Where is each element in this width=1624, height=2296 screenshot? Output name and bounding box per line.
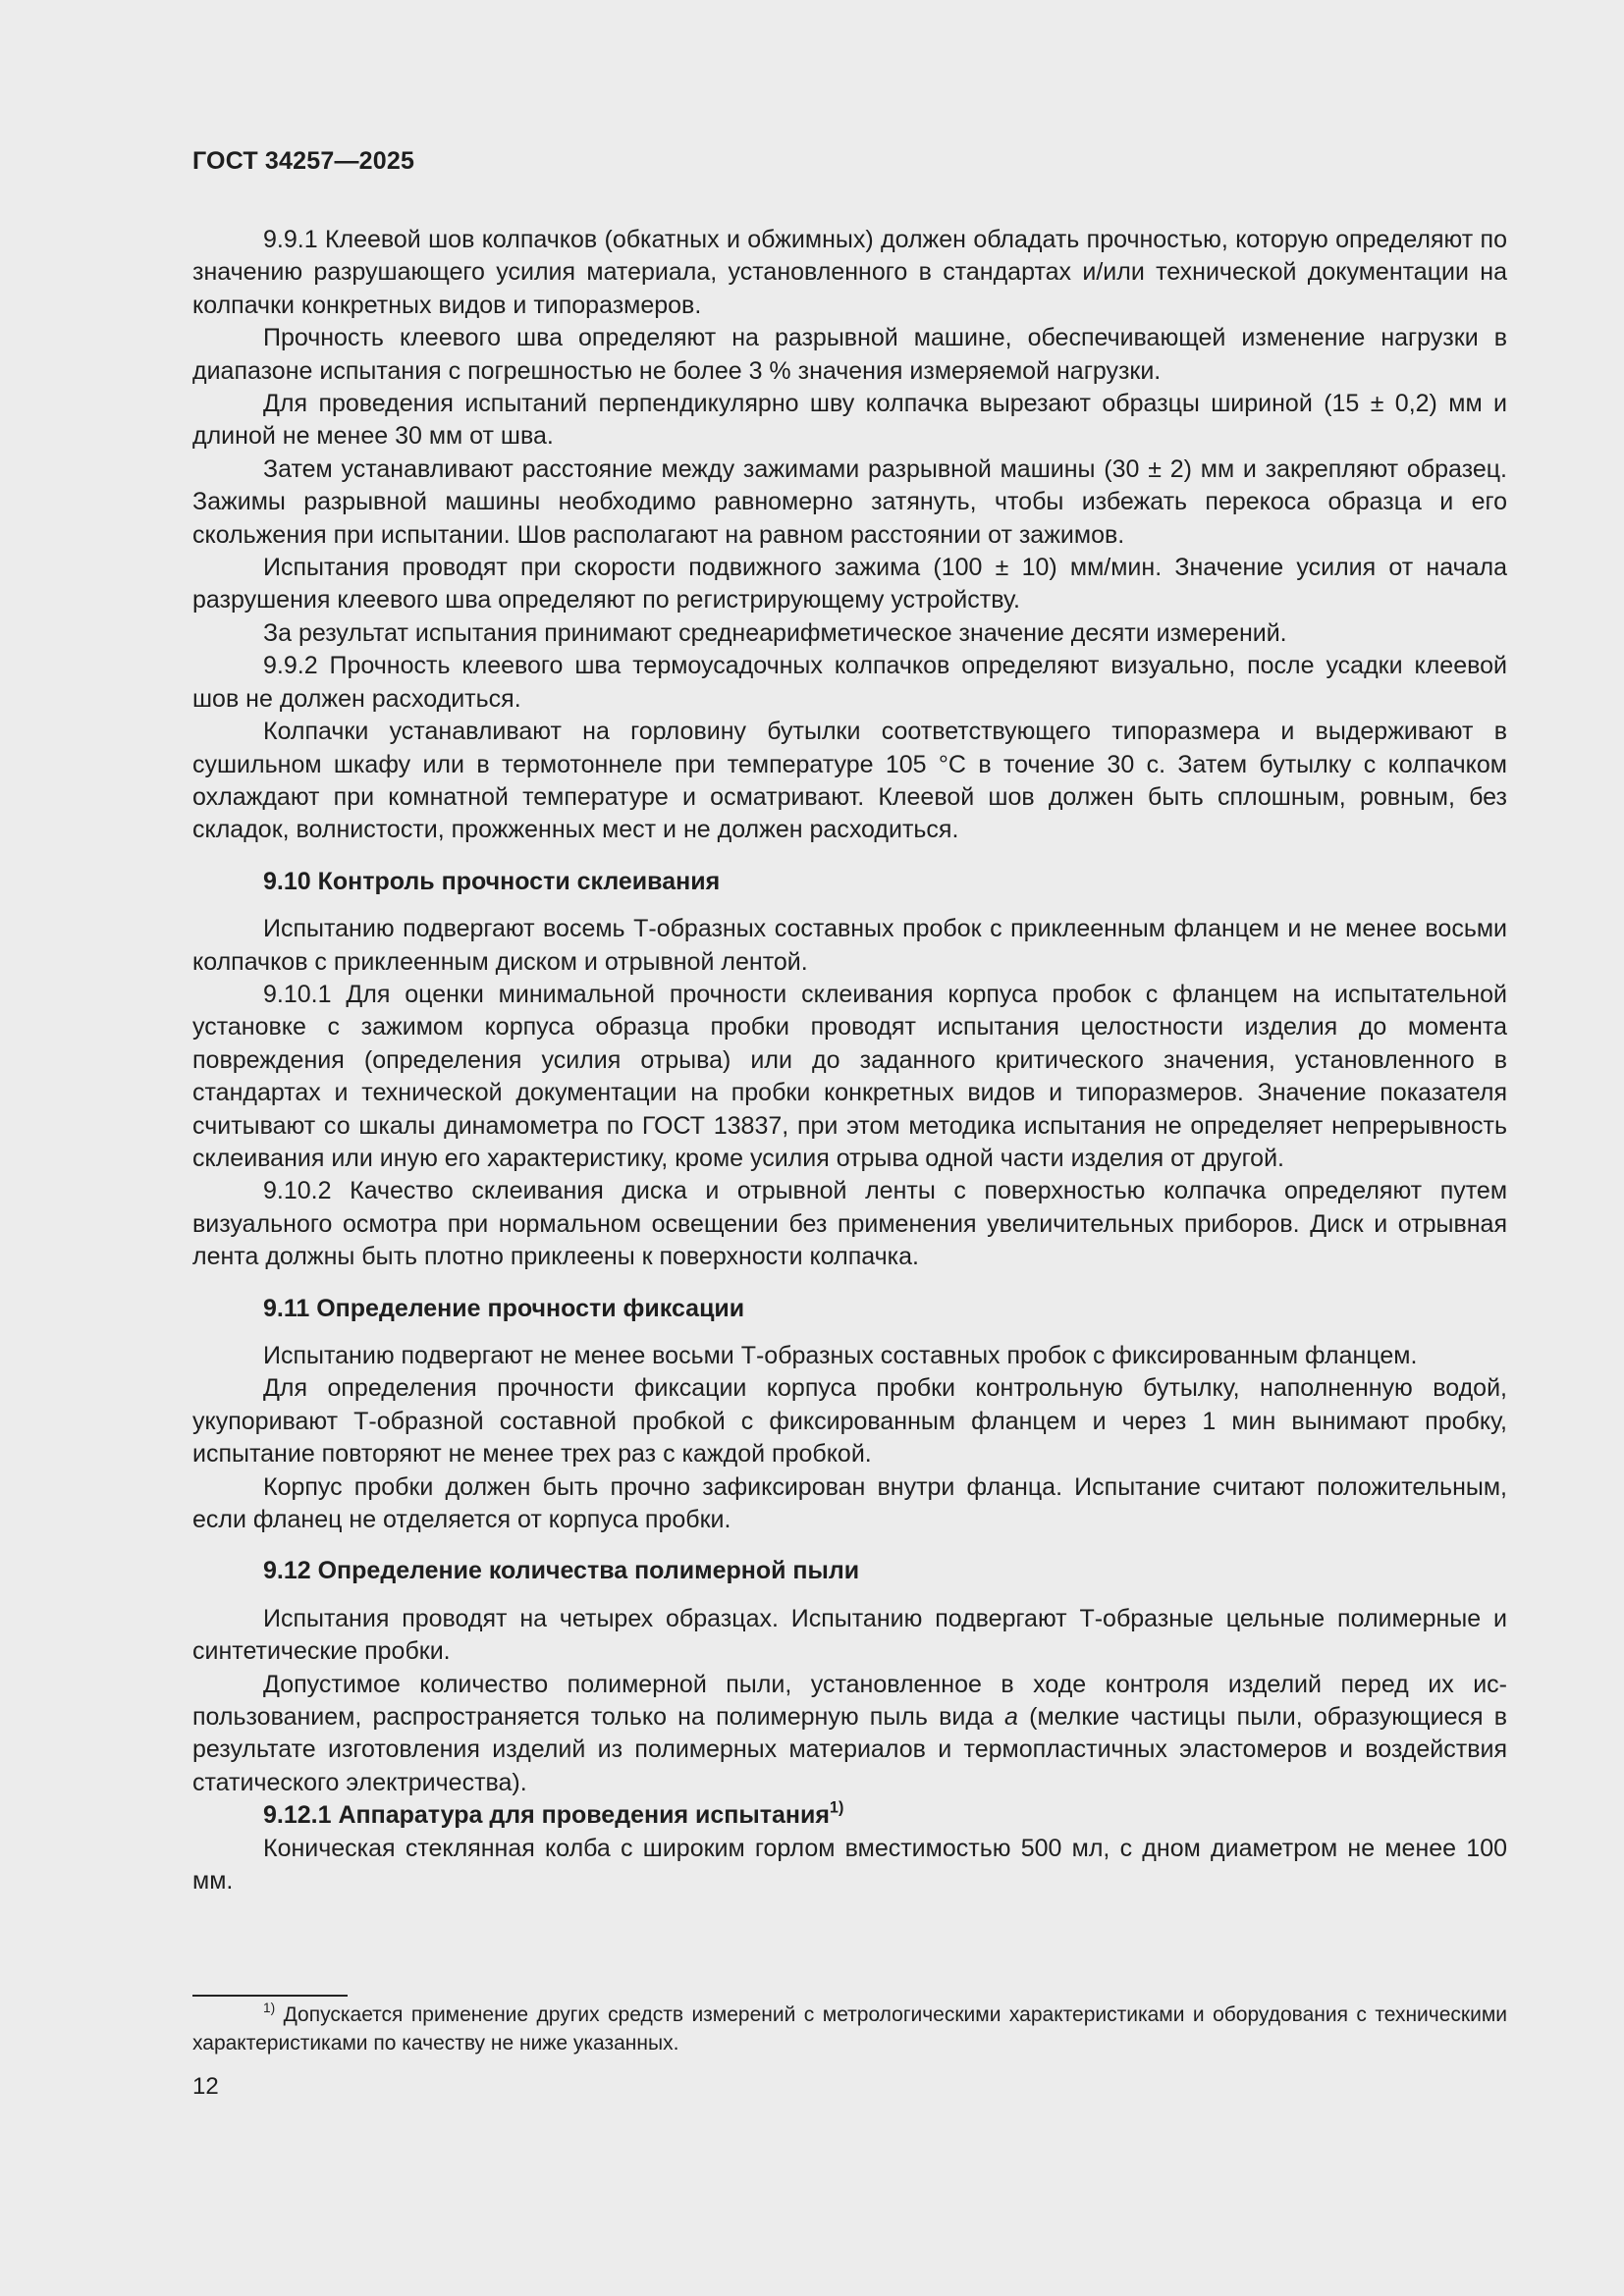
paragraph: Корпус пробки должен быть прочно зафиксирован внутри фланца. Испытание считают положительным, если фланец не отделяется от корпуса пробки. xyxy=(192,1472,1507,1534)
footnote-separator xyxy=(192,1995,348,1997)
subsection-heading-text: 9.12.1 Аппаратура для проведения испытания xyxy=(263,1801,830,1830)
paragraph: Прочность клеевого шва определяют на разрывной машине, обеспечивающей изменение нагрузки в диапазоне испытания с погрешностью не более 3 % значения измеряемой нагрузки. xyxy=(192,324,1507,385)
section-heading-9-12: 9.12 Определение количества полимерной пыли xyxy=(263,1557,860,1585)
paragraph xyxy=(192,1669,1507,1800)
paragraph: Для проведения испытаний перпендикулярно шву колпачка вырезают образцы шириной (15 ± 0,2) мм и длиной не менее 30 мм от шва. xyxy=(192,390,1507,451)
section-heading-9-10: 9.10 Контроль прочности склеивания xyxy=(263,867,721,895)
document-body xyxy=(192,224,1507,1898)
paragraph: 9.10.2 Качество склеивания диска и отрывной ленты с поверхностью колпачка определяют путем визуального осмотра при нормальном освещении без применения увеличительных приборов. Диск и отрывная лента должны быть плотно приклеены к поверхности колпачка. xyxy=(192,1177,1507,1271)
paragraph: 9.10.1 Для оценки минимальной прочности склеивания корпуса пробок с фланцем на испытательной установке с зажимом корпуса образца пробки проводят испытания целостности изделия до момента повреждения (определения усилия отрыва) или до заданного критического значения, установленного в стандартах и технической документации на пробки конкретных видов и типоразмеров. Значение показателя считывают со шкалы динамометра по ГОСТ 13837, при этом методика испытания не определяет непрерывность склеивания или иную его характеристику, кроме усилия отрыва одной части изделия от другой. xyxy=(192,980,1507,1172)
paragraph: Колпачки устанавливают на горловину бутылки соответствующего типоразмера и выдерживают в сушильном шкафу или в термотоннеле при температуре 105 °C в точение 30 с. Затем бутылку с колпачком охлаждают при комнатной температуре и осматривают. Клеевой шов должен быть сплошным, ровным, без складок, волнистости, прожженных мест и не должен расходиться. xyxy=(192,718,1507,844)
section-heading-9-11: 9.11 Определение прочности фиксации xyxy=(263,1294,745,1322)
document-code-header: ГОСТ 34257—2025 xyxy=(192,147,415,175)
paragraph: Испытанию подвергают не менее восьми Т-образных составных пробок с фиксированным фланцем. xyxy=(263,1342,1418,1369)
paragraph: За результат испытания принимают среднеарифметическое значение десяти измерений. xyxy=(263,618,1287,647)
page-number: 12 xyxy=(192,2073,219,2100)
paragraph: 9.9.2 Прочность клеевого шва термоусадочных колпачков определяют визуально, после усадки клеевой шов не должен расходиться. xyxy=(192,652,1507,713)
paragraph: 9.9.1 Клеевой шов колпачков (обкатных и обжимных) должен обладать прочностью, которую определяют по значению разрушающего усилия материала, установленного в стандартах и/или технической документации на колпачки конкретных видов и типоразмеров. xyxy=(192,226,1507,319)
footnote-reference[interactable]: 1) xyxy=(829,1798,844,1817)
paragraph: Испытанию подвергают восемь Т-образных составных пробок с приклеенным фланцем и не менее восьми колпачков с приклеенным диском и отрывной лентой. xyxy=(192,915,1507,976)
paragraph: Испытания проводят при скорости подвижного зажима (100 ± 10) мм/мин. Значение усилия от начала разрушения клеевого шва определяют по регистрирующему устройству. xyxy=(192,554,1507,614)
paragraph: Коническая стеклянная колба с широким горлом вместимостью 500 мл, с дном диаметром не менее 100 мм. xyxy=(192,1834,1507,1896)
paragraph: Для определения прочности фиксации корпуса пробки контрольную бутылку, наполненную водой, укупоривают Т-образной составной пробкой с фиксированным фланцем и через 1 мин вынимают пробку, испытание повторяют не менее трех раз с каждой пробкой. xyxy=(192,1374,1507,1468)
footnote-marker: 1) xyxy=(263,2001,276,2016)
paragraph: Затем устанавливают расстояние между зажимами разрывной машины (30 ± 2) мм и закрепляют образец. Зажимы разрывной машины необходимо равномерно затянуть, чтобы избежать перекоса образца и его скольжения при испытании. Шов располагают на равном расстоянии от зажимов. xyxy=(192,454,1507,549)
paragraph-text: Допустимое количество полимерной пыли, установленное в ходе контроля изделий перед их использованием, распространяется только на полимерную пыль вида xyxy=(192,1670,1507,1732)
paragraph: Испытания проводят на четырех образцах. Испытанию подвергают Т-образные цельные полимерные и синтетические пробки. xyxy=(192,1604,1507,1666)
italic-term: а xyxy=(1004,1703,1018,1732)
footnote-text: Допускается применение других средств измерений с метрологическими характеристиками и оборудования с техническими характеристиками по качеству не ниже указанных. xyxy=(192,2003,1507,2055)
subsection-heading-9-12-1 xyxy=(192,1799,1507,1832)
footnote xyxy=(192,2001,1507,2057)
paragraph-text: (мелкие частицы пыли, образующиеся в результате изготовления изделий из полимерных материалов и термопластичных эластомеров и воздействия статического электричества). xyxy=(192,1703,1507,1796)
